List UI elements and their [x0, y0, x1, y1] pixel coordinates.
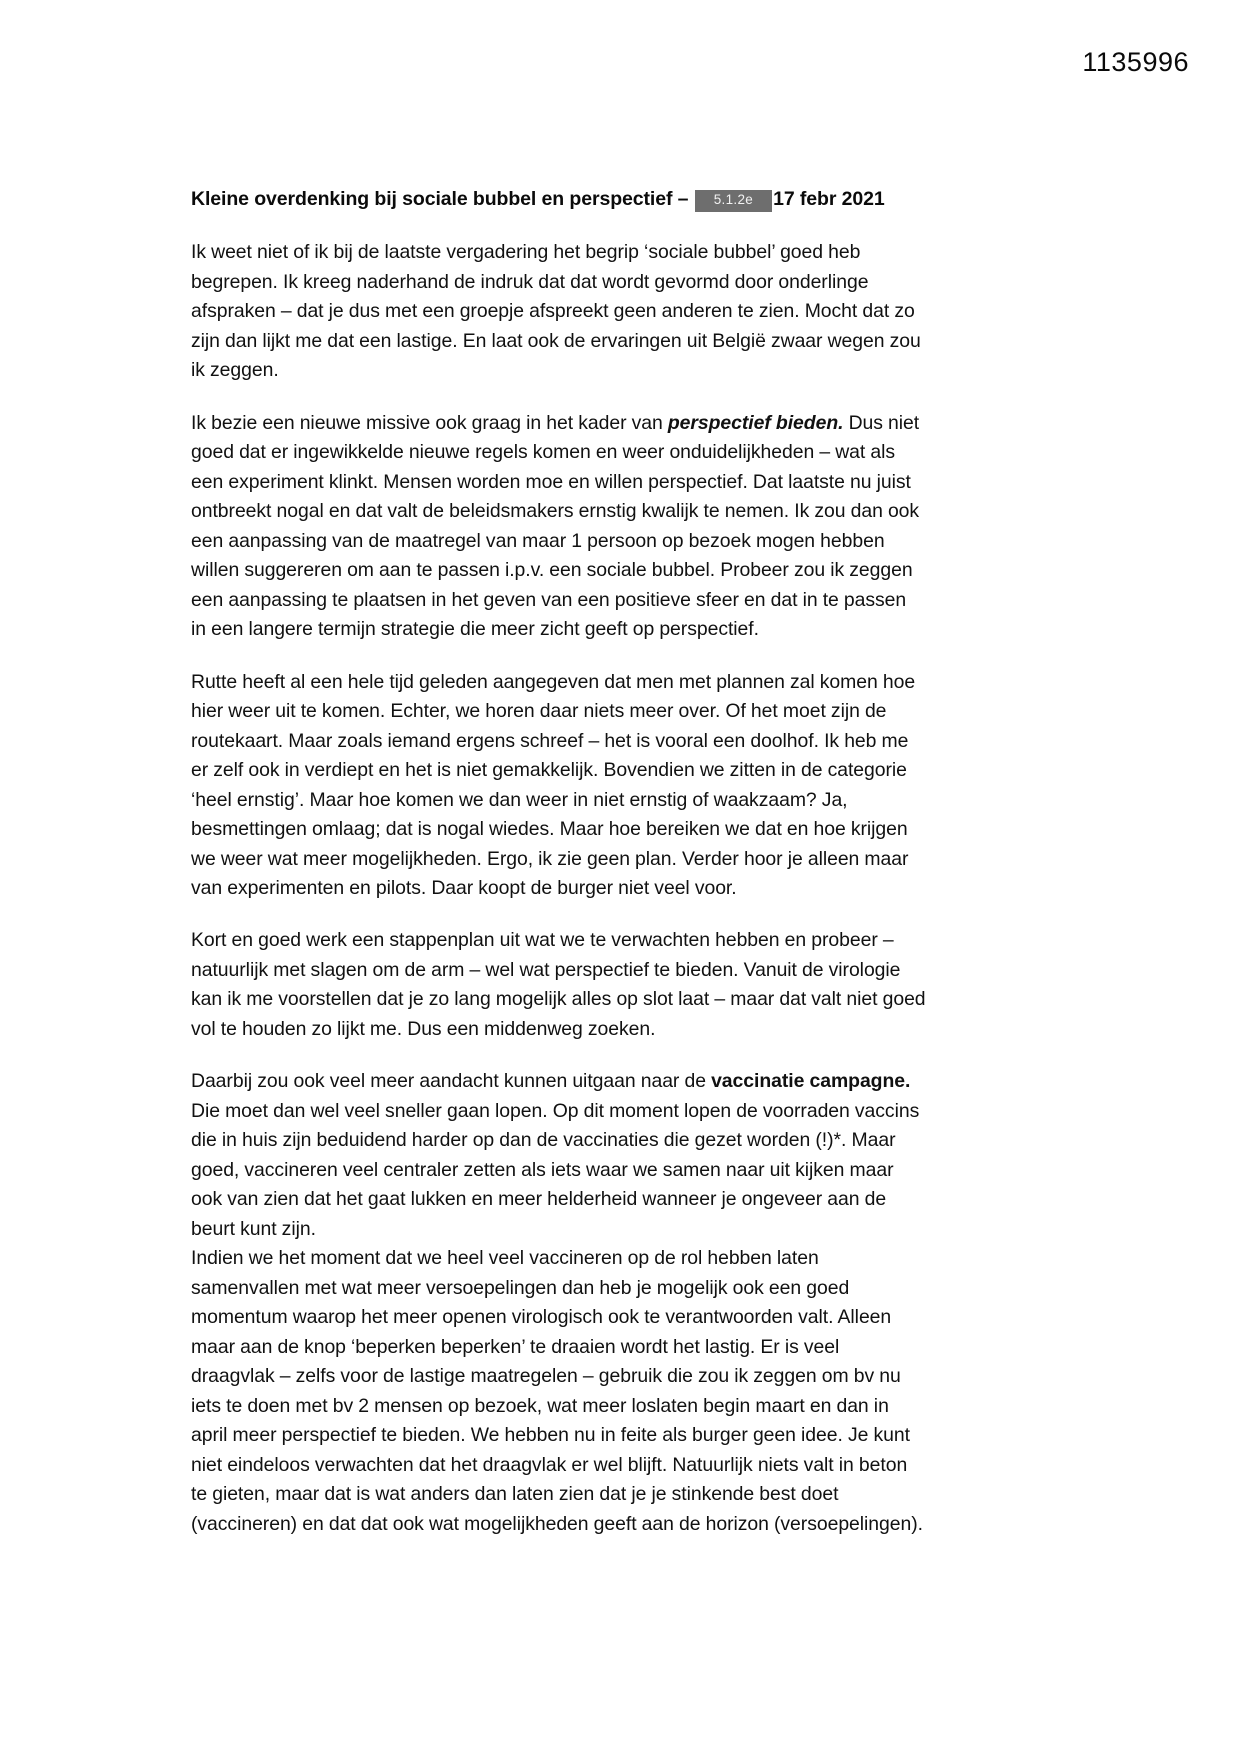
title-date: 17 febr 2021 [773, 188, 885, 210]
paragraph-6 [191, 1244, 926, 1539]
title-text-before-redaction: Kleine overdenking bij sociale bubbel en perspectief – [191, 188, 694, 210]
paragraph-4-run-1: Kort en goed werk een stappenplan uit wat we te verwachten hebben en probeer – natuurlijk met slagen om de arm – wel wat perspectief te bieden. Vanuit de virologie kan ik me voorstellen dat je zo lang mogelijk alles op slot laat – maar dat valt niet goed vol te houden zo lijkt me. Dus een middenweg zoeken. [191, 929, 926, 1040]
paragraph-5 [191, 1067, 926, 1244]
emphasis-perspectief-bieden: perspectief bieden. [667, 411, 844, 434]
paragraph-2-run-3: Dus niet goed dat er ingewikkelde nieuwe regels komen en weer onduidelijkheden – wat als een experiment klinkt. Mensen worden moe en willen perspectief. Dat laatste nu juist ontbreekt nogal en dat valt de beleidsmakers ernstig kwalijk te nemen. Ik zou dan ook een aanpassing van de maatregel van maar 1 persoon op bezoek mogen hebben willen suggereren om aan te passen i.p.v. een sociale bubbel. Probeer zou ik zeggen een aanpassing te plaatsen in het geven van een positieve sfeer en dat in te passen in een langere termijn strategie die meer zicht geeft op perspectief. [191, 411, 920, 641]
paragraph-3 [191, 668, 926, 904]
paragraph-3-run-1: Rutte heeft al een hele tijd geleden aangegeven dat men met plannen zal komen hoe hier weer uit te komen. Echter, we horen daar niets meer over. Of het moet zijn de routekaart. Maar zoals iemand ergens schreef – het is vooral een doolhof. Ik heb me er zelf ook in verdiept en het is niet gemakkelijk. Bovendien we zitten in de categorie ‘heel ernstig’. Maar hoe komen we dan weer in niet ernstig of waakzaam? Ja, besmettingen omlaag; dat is nogal wiedes. Maar hoe bereiken we dat en hoe krijgen we weer wat meer mogelijkheden. Ergo, ik zie geen plan. Verder hoor je alleen maar van experimenten en pilots. Daar koopt de burger niet veel voor. [191, 670, 916, 899]
paragraph-1 [191, 238, 926, 385]
paragraph-5-run-3: Die moet dan wel veel sneller gaan lopen. Op dit moment lopen de voorraden vaccins die in huis zijn beduidend harder op dan de vaccinaties die gezet worden (!)*. Maar goed, vaccineren veel centraler zetten als iets waar we samen naar uit kijken maar ook van zien dat het gaat lukken en meer helderheid wanneer je ongeveer aan de beurt kunt zijn. [191, 1099, 920, 1240]
emphasis-vaccinatie-campagne: vaccinatie campagne. [711, 1070, 911, 1093]
paragraph-6-run-1: Indien we het moment dat we heel veel vaccineren op de rol hebben laten samenvallen met wat meer versoepelingen dan heb je mogelijk ook een goed momentum waarop het meer openen virologisch ook te verantwoorden valt. Alleen maar aan de knop ‘beperken beperken’ te draaien wordt het lastig. Er is veel draagvlak – zelfs voor de lastige maatregelen – gebruik die zou ik zeggen om bv nu iets te doen met bv 2 mensen op bezoek, wat meer loslaten begin maart en dan in april meer perspectief te bieden. We hebben nu in feite als burger geen idee. Je kunt niet eindeloos verwachten dat het draagvlak er wel blijft. Natuurlijk niets valt in beton te gieten, maar dat is wat anders dan laten zien dat je je stinkende best doet (vaccineren) en dat dat ook wat mogelijkheden geeft aan de horizon (versoepelingen). [191, 1247, 923, 1535]
page-title [191, 186, 926, 212]
paragraph-4 [191, 926, 926, 1044]
paragraph-5-run-1: Daarbij zou ook veel meer aandacht kunnen uitgaan naar de [191, 1070, 712, 1093]
page-number: 1135996 [1082, 47, 1189, 77]
paragraph-2-run-1: Ik bezie een nieuwe missive ook graag in het kader van [191, 411, 668, 434]
paragraph-1-run-1: Ik weet niet of ik bij de laatste vergadering het begrip ‘sociale bubbel’ goed heb begrepen. Ik kreeg naderhand de indruk dat dat wordt gevormd door onderlinge afspraken – dat je dus met een groepje afspreekt geen anderen te zien. Mocht dat zo zijn dan lijkt me dat een lastige. En laat ook de ervaringen uit België zwaar wegen zou ik zeggen. [191, 241, 921, 382]
redaction-box: 5.1.2e [695, 190, 772, 212]
document-body [191, 186, 926, 1562]
paragraph-2 [191, 409, 926, 645]
